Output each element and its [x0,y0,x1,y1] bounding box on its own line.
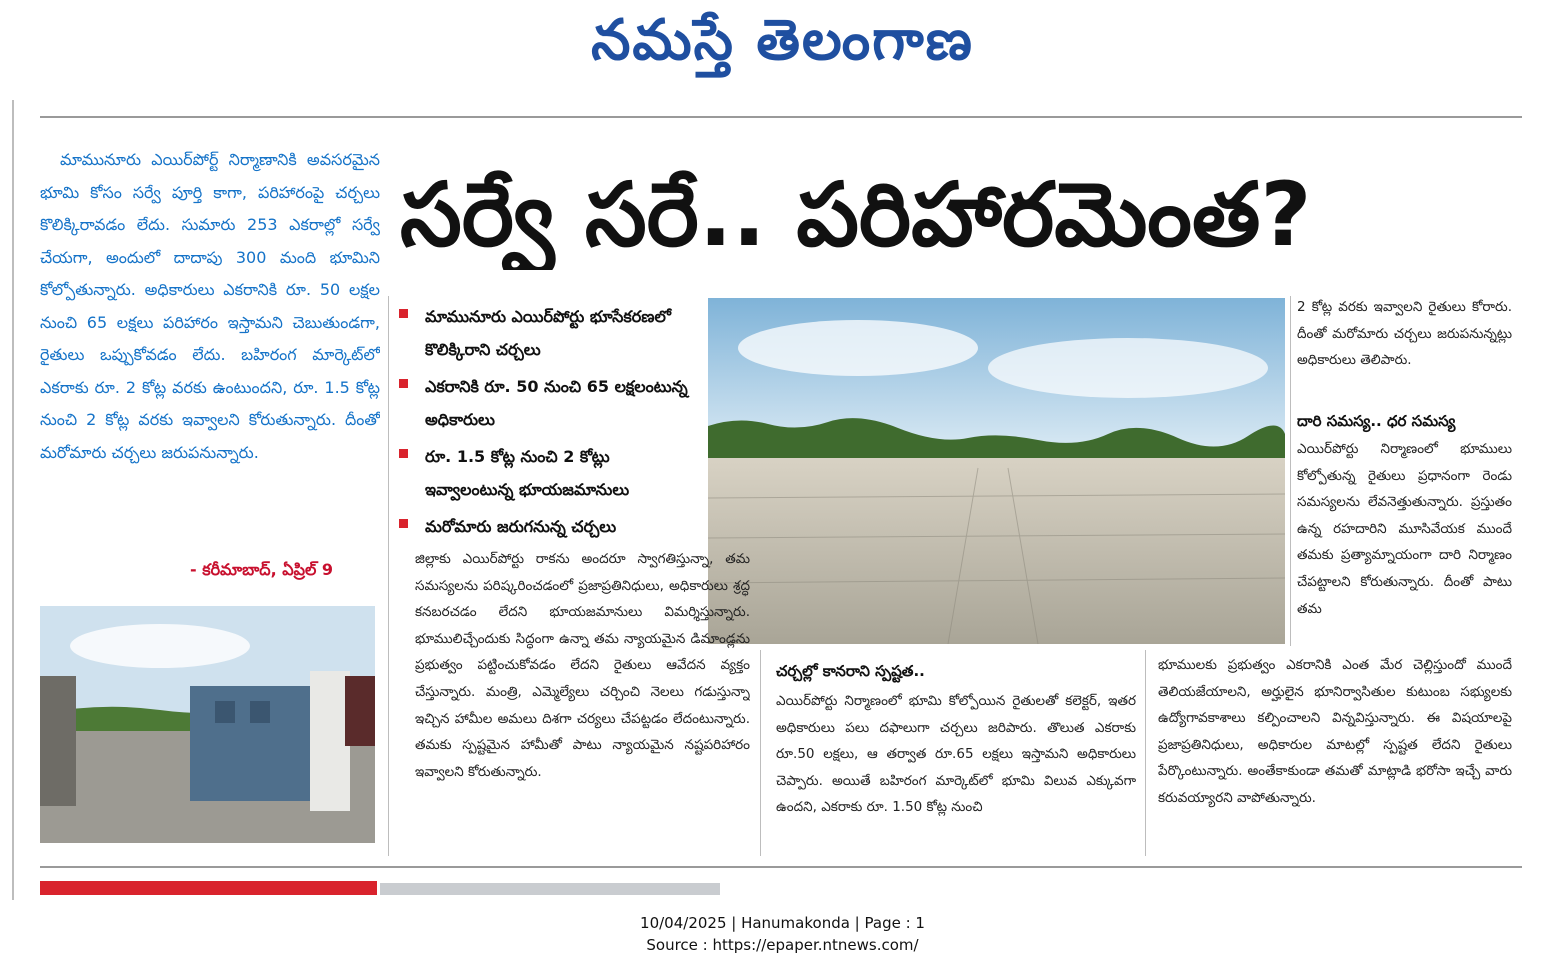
intro-blurb [40,144,380,604]
photo-site-gate [40,606,375,843]
next-story-banner [40,881,377,895]
newspaper-title: నమస్తే తెలంగాణ [591,8,974,73]
highlight-text: మరోమారు జరుగనున్న చర్చలు [425,517,617,536]
column-middle-text: ఎయిర్‌పోర్టు నిర్మాణంలో భూమి కోల్పోయిన రైతులతో కలెక్టర్, ఇతర అధికారులు పలు దఫాలుగా చర్చలు జరిపారు. తొలుత ఎకరాకు రూ.50 లక్షలు, ఆ తర్వాత రూ.65 లక్షలు ఇస్తామని అధికారులు చెప్పారు. అయితే బహిరంగ మార్కెట్‌లో భూమి విలువ ఎక్కువగా ఉందని, ఎకరాకు రూ. 1.50 కోట్ల నుంచి [776,693,1136,816]
highlight-item [395,370,700,436]
column-divider-1 [388,296,389,856]
masthead [0,8,1565,87]
subheading-no-clarity: చర్చల్లో కానరాని స్పష్టత.. [776,662,925,680]
column-bottom-right-text: భూములకు ప్రభుత్వం ఎకరానికి ఎంత మేర చెల్లిస్తుందో ముందే తెలియజేయాలని, అర్హులైన భూనిర్వాసితుల కుటుంబ సభ్యులకు ఉద్యోగావకాశాలు కల్పించాలని విన్నవిస్తున్నారు. ఈ విషయాలపై ప్రజాప్రతినిధులు, అధికారుల మాటల్లో స్పష్టత లేదని రైతులు పేర్కొంటున్నారు. అంతేకాకుండా తమతో మాట్లాడి భరోసా ఇచ్చే వారు కరువయ్యారని వాపోతున్నారు. [1158,657,1512,806]
column-divider-4 [1290,296,1291,646]
headline: సర్వే సరే.. పరిహారమెంత? [400,163,1312,266]
top-rule [40,116,1522,118]
highlight-text: మామునూరు ఎయిర్‌పోర్టు భూసేకరణలో కొలిక్కిరాని చర్చలు [425,307,671,359]
highlight-item [395,510,700,543]
highlights-list [395,300,700,547]
edition-info: 10/04/2025 | Hanumakonda | Page : 1 [640,914,925,932]
next-story-photo [380,883,720,895]
dateline: - కరీమాబాద్, ఏప్రిల్ 9 [190,560,334,579]
column-left-text: జిల్లాకు ఎయిర్‌పోర్టు రాకను అందరూ స్వాగతిస్తున్నా, తమ సమస్యలను పరిష్కరించడంలో ప్రజాప్రతినిధులు, అధికారులు శ్రద్ధ కనబరచడం లేదని భూయజమానులు విమర్శిస్తున్నారు. భూములిచ్చేందుకు సిద్ధంగా ఉన్నా తమ న్యాయమైన డిమాండ్లను ప్రభుత్వం పట్టించుకోవడం లేదని రైతులు ఆవేదన వ్యక్తం చేస్తున్నారు. మంత్రి, ఎమ్మెల్యేలు చర్చించి నెలలు గడుస్తున్నా ఇచ్చిన హామీల అమలు దిశగా చర్యలు చేపట్టడం లేదంటున్నారు. తమకు స్పష్టమైన హామీతో పాటు న్యాయమైన నష్టపరిహారం ఇవ్వాలని కోరుతున్నారు. [415,551,750,780]
left-border [12,100,14,900]
column-divider-2 [760,650,761,856]
column-divider-3 [1145,650,1146,856]
intro-text: మామునూరు ఎయిర్‌పోర్ట్ నిర్మాణానికి అవసరమైన భూమి కోసం సర్వే పూర్తి కాగా, పరిహారంపై చర్చలు కొలిక్కిరావడం లేదు. సుమారు 253 ఎకరాల్లో సర్వే చేయగా, అందులో దాదాపు 300 మంది భూమిని కోల్పోతున్నారు. అధికారులు ఎకరానికి రూ. 50 లక్షల నుంచి 65 లక్షలు పరిహారం ఇస్తామని చెబుతుండగా, రైతులు ఒప్పుకోవడం లేదు. బహిరంగ మార్కెట్‌లో ఎకరాకు రూ. 2 కోట్ల వరకు ఉంటుందని, రూ. 1.5 కోట్ల నుంచి 2 కోట్ల వరకు ఇవ్వాలని కోరుతున్నారు. దీంతో మరోమారు చర్చలు జరుపనున్నారు. [40,150,380,462]
column-right-text: ఎయిర్‌పోర్టు నిర్మాణంలో భూములు కోల్పోతున్న రైతులు ప్రధానంగా రెండు సమస్యలను లేవనెత్తుతున్నారు. ప్రస్తుతం ఉన్న రహదారిని మూసివేయక ముందే తమకు ప్రత్యామ్నాయంగా దారి నిర్మాణం చేపట్టాలని కోరుతున్నారు. దీంతో పాటు తమ [1297,441,1512,617]
highlight-text: రూ. 1.5 కోట్ల నుంచి 2 కోట్లు ఇవ్వాలంటున్న భూయజమానులు [425,447,630,499]
highlight-text: ఎకరానికి రూ. 50 నుంచి 65 లక్షలంటున్న అధికారులు [425,377,688,429]
source-link[interactable]: Source : https://epaper.ntnews.com/ [646,936,919,954]
red-square-bullet-icon [399,309,408,318]
column-right-top-text: 2 కోట్ల వరకు ఇవ్వాలని రైతులు కోరారు. దీంతో మరోమారు చర్చలు జరుపనున్నట్లు అధికారులు తెలిపారు. [1297,299,1512,369]
bottom-rule [40,866,1522,868]
red-square-bullet-icon [399,519,408,528]
subheading-road-price-issue: దారి సమస్య.. ధర సమస్య [1297,412,1456,430]
highlight-item [395,300,700,366]
page-footer [0,912,1565,956]
photo-surveyed-land [708,298,1285,644]
red-square-bullet-icon [399,379,408,388]
highlight-item [395,440,700,506]
red-square-bullet-icon [399,449,408,458]
